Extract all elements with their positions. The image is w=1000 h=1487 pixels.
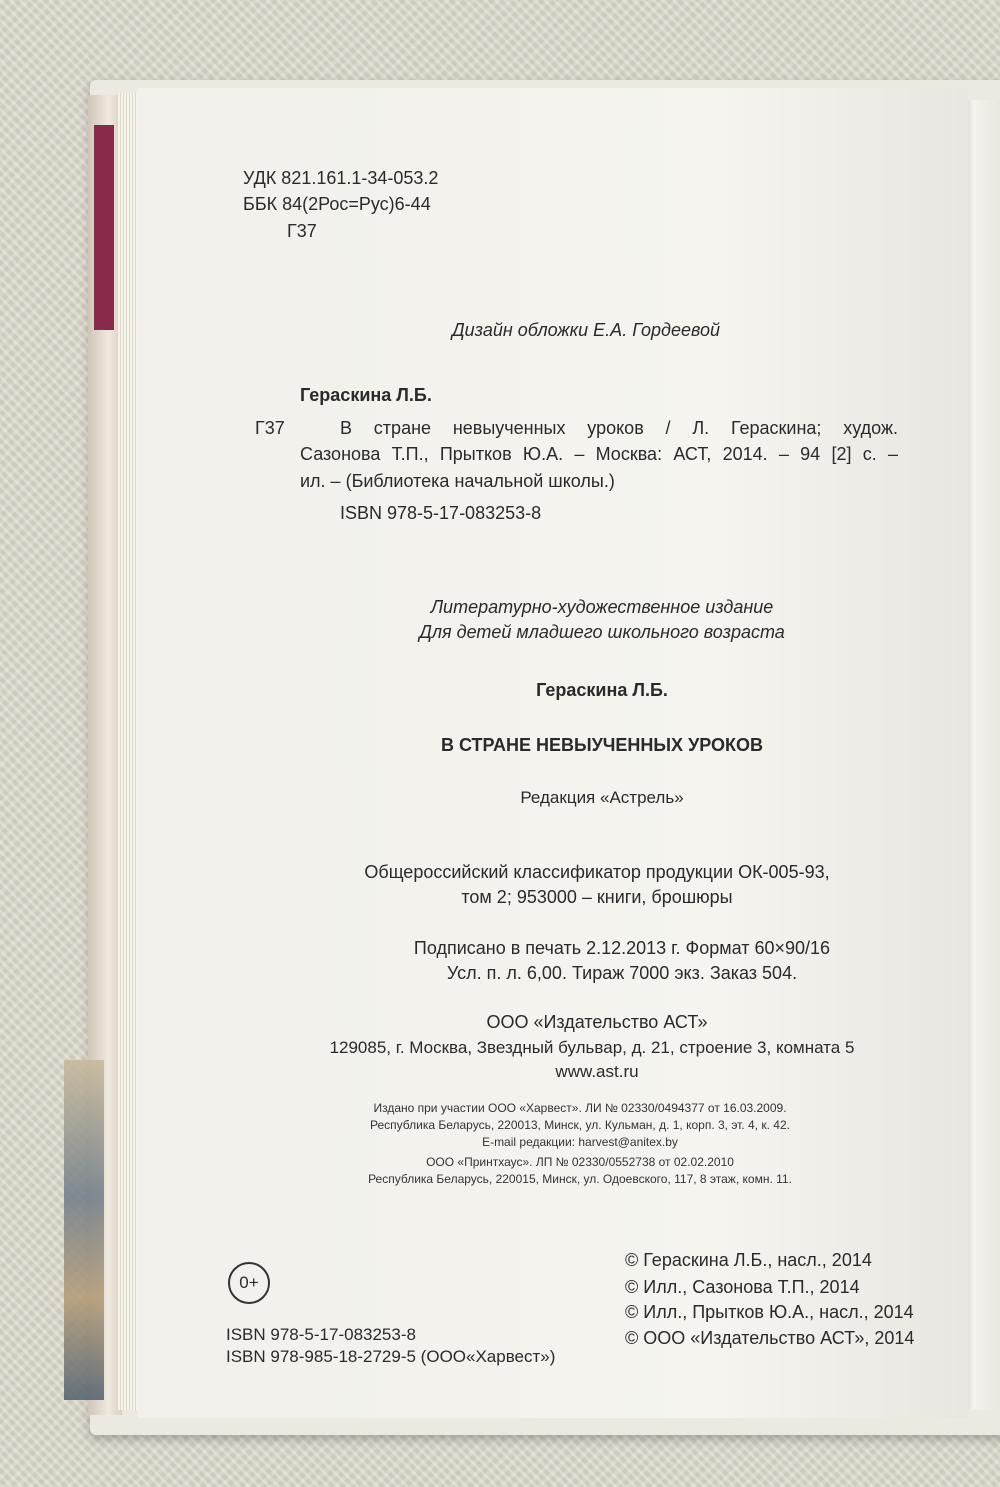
publisher-website: www.ast.ru [555, 1062, 639, 1081]
catalog-line-1: В стране невыученных уроков / Л. Гераскина; худож. [340, 418, 898, 438]
catalog-author: Гераскина Л.Б. [300, 385, 432, 405]
isbn-line: ISBN 978-5-17-083253-8 [226, 1325, 416, 1344]
cover-design-credit: Дизайн обложки Е.А. Гордеевой [452, 320, 720, 340]
book-title: В СТРАНЕ НЕВЫУЧЕННЫХ УРОКОВ [440, 735, 764, 755]
small-print-line: Республика Беларусь, 220015, Минск, ул. Одоевского, 117, 8 этаж, комн. 11. [368, 1172, 792, 1186]
publisher-name: ООО «Издательство АСТ» [486, 1012, 708, 1032]
print-info-line-1: Подписано в печать 2.12.2013 г. Формат 60×90/16 [413, 938, 831, 958]
bbk-code: ББК 84(2Рос=Рус)6-44 [243, 194, 431, 214]
catalog-line-3: ил. – (Библиотека начальной школы.) [300, 471, 615, 491]
print-info-line-2: Усл. п. л. 6,00. Тираж 7000 экз. Заказ 504. [446, 963, 798, 983]
catalog-code: Г37 [255, 418, 285, 438]
age-rating-badge: 0+ [228, 1262, 270, 1304]
small-print-line: Издано при участии ООО «Харвест». ЛИ № 02330/0494377 от 16.03.2009. [373, 1101, 787, 1115]
copyright-line: © Илл., Сазонова Т.П., 2014 [625, 1277, 860, 1297]
catalog-line-2: Сазонова Т.П., Прытков Ю.А. – Москва: АСТ, 2014. – 94 [2] с. – [300, 444, 898, 464]
page-edges [118, 92, 140, 1410]
small-print-line: ООО «Принтхаус». ЛП № 02330/0552738 от 02.02.2010 [426, 1155, 734, 1169]
edition-audience: Для детей младшего школьного возраста [419, 622, 785, 642]
publisher-address: 129085, г. Москва, Звездный бульвар, д. 21, строение 3, комната 5 [329, 1038, 855, 1057]
copyright-line: © Илл., Прытков Ю.А., насл., 2014 [625, 1302, 914, 1322]
copyright-line: © ООО «Издательство АСТ», 2014 [625, 1328, 915, 1348]
small-print-line: E-mail редакции: harvest@anitex.by [482, 1135, 678, 1149]
edition-genre: Литературно-художественное издание [430, 597, 774, 617]
classifier-line-1: Общероссийский классификатор продукции ОК-005-93, [364, 862, 830, 882]
small-print-line: Республика Беларусь, 220013, Минск, ул. Кульман, д. 1, корп. 3, эт. 4, к. 42. [370, 1118, 790, 1132]
classifier-line-2: том 2; 953000 – книги, брошюры [461, 887, 733, 907]
isbn-line: ISBN 978-985-18-2729-5 (ООО«Харвест») [226, 1347, 556, 1366]
editorial-office: Редакция «Астрель» [520, 788, 684, 807]
catalog-isbn: ISBN 978-5-17-083253-8 [340, 503, 542, 523]
copyright-line: © Гераскина Л.Б., насл., 2014 [625, 1250, 872, 1270]
spine-red-band [94, 125, 114, 330]
author-mark: Г37 [287, 221, 317, 241]
udk-code: УДК 821.161.1-34-053.2 [243, 168, 439, 188]
edition-author: Гераскина Л.Б. [536, 680, 668, 700]
spine-illustration [64, 1060, 104, 1400]
